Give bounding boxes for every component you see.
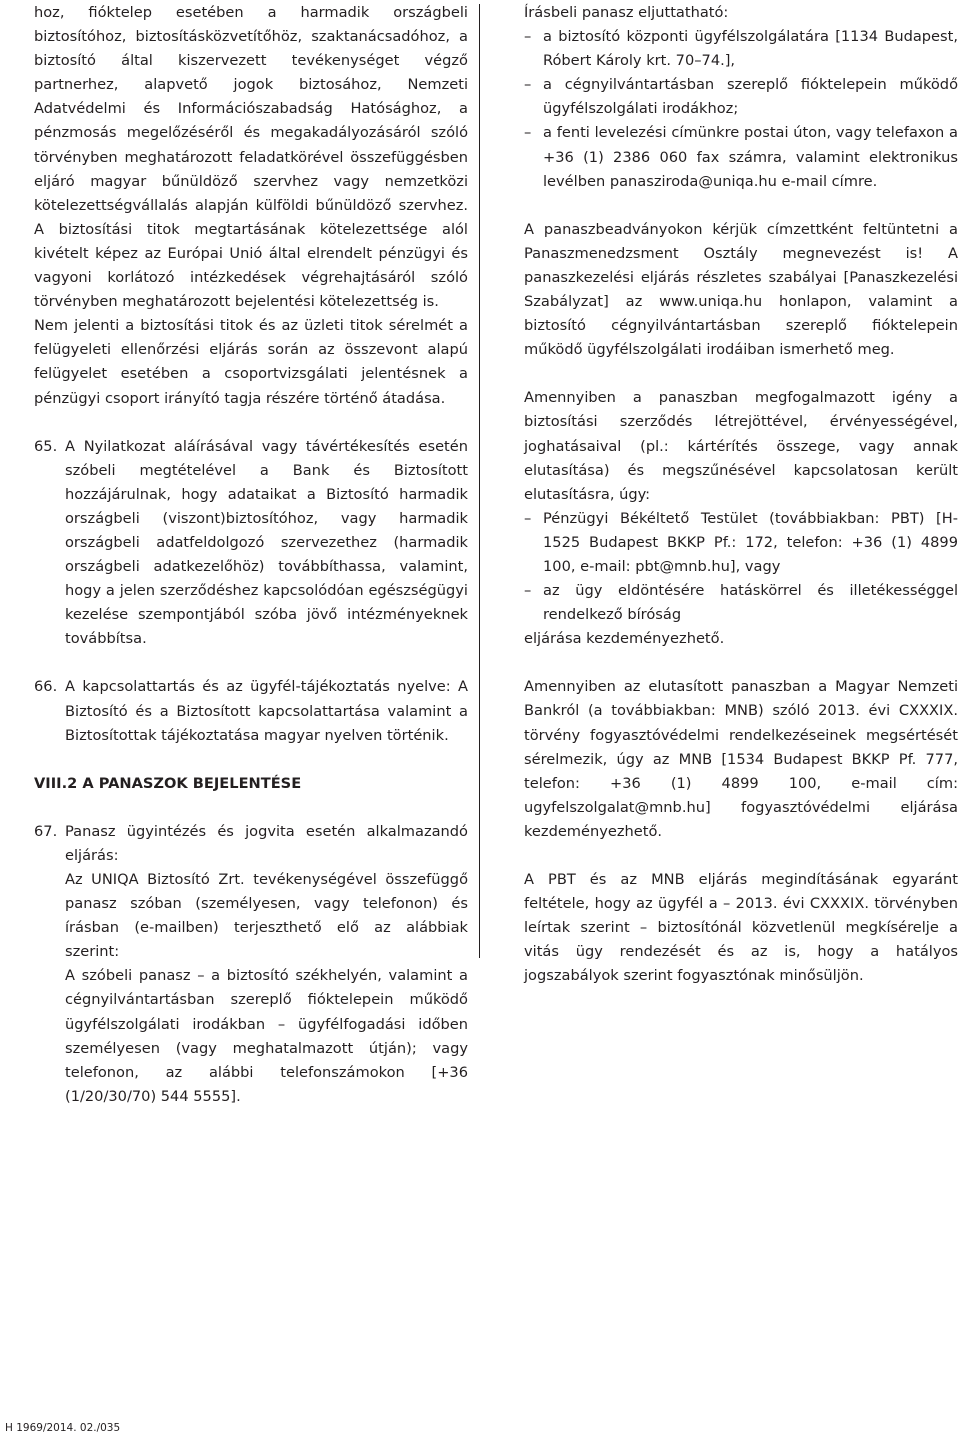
intro-paragraph: hoz, fióktelep esetében a harmadik országbeli biztosítóhoz, biztosításközvetítőhöz, szaktanácsadóhoz, a biztosító által kiszervezett tevékenységet végző partnerhez, alapvető jogok biztosához, Nemzeti Adatvédelmi és Információszabadság Hatósághoz, a pénzmosás megelőzéséről és megakadályozásáról szóló törvényben meghatározott feladatkörével összefüggésben eljáró magyar bűnüldöző szervhez vagy nemzetközi kötelezettségvállalás alapján külföldi bűnüldöző szervhez. A biztosítási titok megtartásának kötelezettsége alól kivételt képez az Európai Unió által elrendelt pénzügyi és vagyoni korlátozó intézkedések végrehajtásáról szóló törvényben meghatározott bejelentési kötelezettség is. [34, 4, 468, 311]
written-complaint-intro: Írásbeli panasz eljuttatható: [524, 4, 729, 21]
dash-marker: – [524, 582, 532, 600]
spacer [524, 844, 958, 868]
column-divider [479, 4, 480, 958]
list-item-text: a fenti levelezési címünkre postai úton, vagy telefaxon a +36 (1) 2386 060 fax számra, valamint elektronikus levélben panasziroda@uniqa.hu e-mail címre. [543, 124, 958, 190]
list-item-text: Pénzügyi Békéltető Testület (továbbiakban: PBT) [H-1525 Budapest BKKP Pf.: 172, telefon: +36 (1) 4899 100, e-mail: pbt@mnb.hu], vagy [543, 509, 958, 575]
spacer [34, 748, 468, 772]
item-body [65, 820, 468, 1109]
list-item [524, 507, 958, 579]
item-text: A Nyilatkozat aláírásával vagy távértékesítés esetén szóbeli megtételével a Bank és Biztosított hozzájárulnak, hogy adataikat a Biztosító harmadik országbeli (viszont)biztosítóhoz, vagy harmadik országbeli adatfeldolgozó szervezethez (harmadik országbeli adatkezelőhöz) továbbíthassa, valamint, hogy a jelen szerződéshez kapcsolódóan egészségügyi kezelése szempontjából szóba jövő intézményeknek továbbítsa. [65, 437, 468, 648]
dash-marker: – [524, 76, 532, 94]
dash-marker: – [524, 509, 532, 527]
spacer [34, 651, 468, 675]
item-text: A kapcsolattartás és az ügyfél-tájékoztatás nyelve: A Biztosító és a Biztosított kapcsolattartása valamint a Biztosítottak tájékoztatása magyar nyelven történik. [65, 678, 468, 744]
left-column [34, 1, 468, 1109]
item-paragraph: Az UNIQA Biztosító Zrt. tevékenységével összefüggő panasz szóban (személyesen, vagy telefonon) és írásban (e-mailben) terjeszthető elő az alábbiak szerint: [65, 871, 468, 961]
list-item [524, 73, 958, 121]
dash-marker: – [524, 28, 532, 46]
claim-paragraph: Amennyiben a panaszban megfogalmazott igény a biztosítási szerződés létrejöttével, érvényességével, joghatásaival (pl.: kártérítés összege, vagy annak elutasítása) és megszűnésével kapcsolatosan került elutasításra, úgy: [524, 389, 958, 503]
mnb-paragraph: Amennyiben az elutasított panaszban a Magyar Nemzeti Bankról (a továbbiakban: MNB) szóló 2013. évi CXXXIX. törvény fogyasztóvédelmi rendelkezéseinek megsértését sérelmezik, úgy az MNB [1534 Budapest BKKP Pf. 777, telefon: +36 (1) 4899 100, e-mail cím: ugyfelszolgalat@mnb.hu] fogyasztóvédelmi eljárása kezdeményezhető. [524, 678, 958, 840]
item-67 [34, 820, 468, 1109]
right-column [524, 1, 958, 988]
spacer [34, 796, 468, 820]
dash-marker: – [524, 124, 532, 142]
list-item-text: a biztosító központi ügyfélszolgálatára [1134 Budapest, Róbert Károly krt. 70–74.], [543, 28, 958, 70]
item-number: 65. [34, 437, 58, 455]
page-footer: H 1969/2014. 02./035 [5, 1422, 121, 1434]
list-item-text: az ügy eldöntésére hatáskörrel és illetékességgel rendelkező bíróság [543, 582, 958, 624]
item-66 [34, 675, 468, 747]
list-item [524, 25, 958, 73]
item-line: Panasz ügyintézés és jogvita esetén alkalmazandó eljárás: [65, 822, 468, 864]
spacer [34, 411, 468, 435]
list-item-text: a cégnyilvántartásban szereplő fióktelepein működő ügyfélszolgálati irodákhoz; [543, 76, 958, 118]
pbt-paragraph: A PBT és az MNB eljárás megindításának egyaránt feltétele, hogy az ügyfél a – 2013. évi CXXXIX. törvényben leírtak szerint – biztosítónál közvetlenül megkísérelje a vitás ügy rendezését és az is, hogy a hatályos jogszabályok szerint fogyasztónak minősüljön. [524, 871, 958, 985]
item-number: 67. [34, 822, 58, 840]
claim-tail: eljárása kezdeményezhető. [524, 630, 725, 648]
section-heading: VIII.2 A PANASZOK BEJELENTÉSE [34, 774, 302, 792]
spacer [524, 362, 958, 386]
address-paragraph: A panaszbeadványokon kérjük címzettként feltüntetni a Panaszmenedzsment Osztály megnevezést is! A panaszkezelési eljárás részletes szabályai [Panaszkezelési Szabályzat] az www.uniqa.hu honlapon, valamint a biztosító cégnyilvántartásban szereplő fióktelepein működő ügyfélszolgálati irodáiban ismerhető meg. [524, 220, 958, 359]
item-paragraph: A szóbeli panasz – a biztosító székhelyén, valamint a cégnyilvántartásban szereplő fióktelepein működő ügyfélszolgálati irodákban – ügyfélfogadási időben személyesen (vagy meghatalmazott útján); vagy telefonon, az alábbi telefonszámokon [+36 (1/20/30/70) 544 5555]. [65, 967, 468, 1105]
intro-paragraph-2: Nem jelenti a biztosítási titok és az üzleti titok sérelmét a felügyeleti ellenőrzési eljárás során az összevont alapú felügyelet esetében a csoportvizsgálati jelentésnek a pénzügyi csoport irányító tagja részére történő átadása. [34, 317, 468, 407]
spacer [524, 194, 958, 218]
list-item [524, 579, 958, 627]
list-item [524, 121, 958, 193]
item-number: 66. [34, 678, 58, 696]
spacer [524, 651, 958, 675]
item-65 [34, 435, 468, 652]
